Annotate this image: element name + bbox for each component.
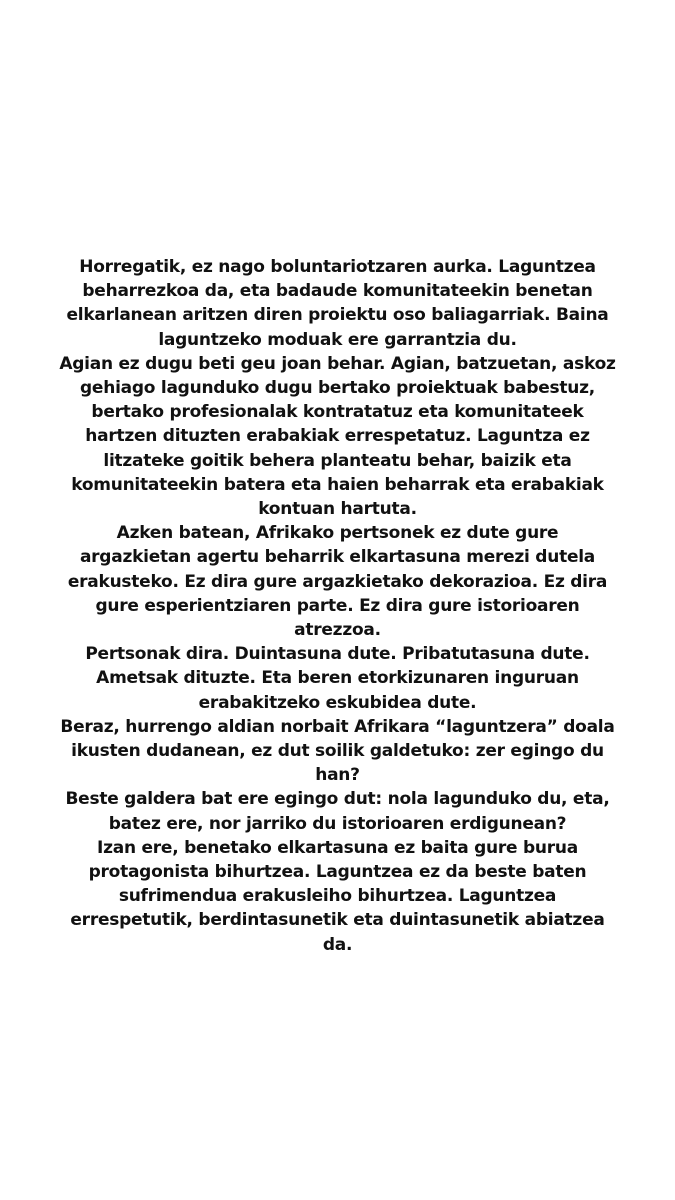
- story-line: argazkietan agertu beharrik elkartasuna merezi dutela: [79, 547, 596, 568]
- story-line: elkarlanean aritzen diren proiektu oso baliagarriak. Baina: [66, 305, 609, 326]
- story-line: gure esperientziaren parte. Ez dira gure istorioaren: [95, 595, 580, 616]
- story-line: Azken batean, Afrikako pertsonek ez dute gure: [116, 523, 559, 544]
- story-line: ikusten dudanean, ez dut soilik galdetuko: zer egingo du: [71, 741, 604, 762]
- story-line: Agian ez dugu beti geu joan behar. Agian, batzuetan, askoz: [59, 353, 616, 374]
- story-line: han?: [315, 765, 360, 786]
- story-line: hartzen dituzten erabakiak errespetatuz. Laguntza ez: [85, 426, 590, 447]
- story-line: errespetutik, berdintasunetik eta duintasunetik abiatzea: [70, 910, 605, 931]
- story-line: laguntzeko moduak ere garrantzia du.: [158, 329, 517, 350]
- story-line: protagonista bihurtzea. Laguntzea ez da beste baten: [88, 862, 587, 883]
- story-line: komunitateekin batera eta haien beharrak eta erabakiak: [71, 474, 604, 495]
- story-line: erakusteko. Ez dira gure argazkietako dekorazioa. Ez dira: [67, 571, 608, 592]
- story-line: litzateke goitik behera planteatu behar, baizik eta: [103, 450, 572, 471]
- story-text: [40, 255, 635, 957]
- story-line: erabakitzeko eskubidea dute.: [198, 692, 477, 713]
- story-line: sufrimendua erakusleiho bihurtzea. Laguntzea: [118, 886, 557, 907]
- story-line: beharrezkoa da, eta badaude komunitateekin benetan: [82, 281, 593, 302]
- story-line: bertako profesionalak kontratatuz eta komunitateek: [91, 402, 584, 423]
- story-line: Beste galdera bat ere egingo dut: nola lagunduko du, eta,: [65, 789, 610, 810]
- story-line: kontuan hartuta.: [258, 499, 417, 520]
- story-line: Beraz, hurrengo aldian norbait Afrikara “laguntzera” doala: [60, 716, 615, 737]
- story-line: Izan ere, benetako elkartasuna ez baita gure burua: [97, 837, 578, 858]
- story-line: Horregatik, ez nago boluntariotzaren aurka. Laguntzea: [79, 257, 596, 277]
- story-line: Ametsak dituzte. Eta beren etorkizunaren inguruan: [96, 668, 579, 689]
- story-line: gehiago lagunduko dugu bertako proiektuak babestuz,: [80, 378, 595, 399]
- story-line: da.: [322, 934, 353, 955]
- story-line: atrezzoa.: [294, 620, 381, 641]
- story-line: Pertsonak dira. Duintasuna dute. Pribatutasuna dute.: [85, 644, 590, 665]
- story-line: batez ere, nor jarriko du istorioaren erdigunean?: [108, 813, 567, 834]
